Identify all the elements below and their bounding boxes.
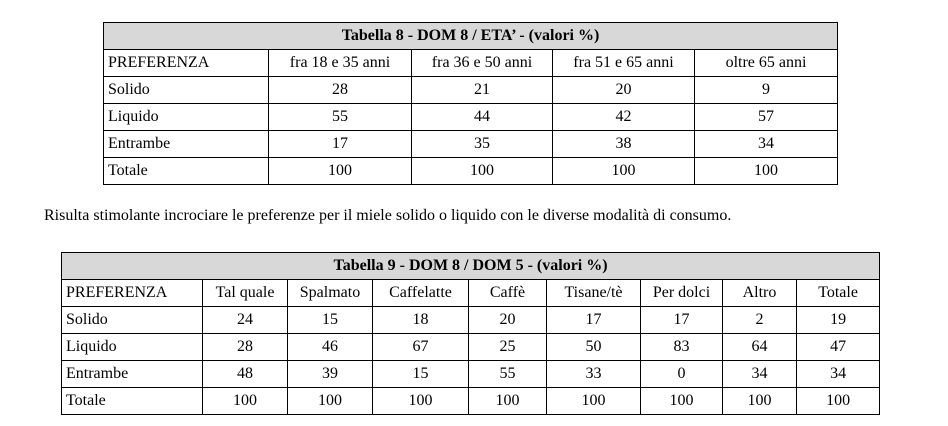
table-cell: 20: [553, 77, 695, 104]
table-cell: 55: [269, 104, 412, 131]
table-8-header-cell: fra 51 e 65 anni: [553, 50, 695, 77]
table-9-header-cell: Caffè: [469, 280, 547, 307]
table-cell: 46: [288, 334, 373, 361]
table-9-header-cell: PREFERENZA: [62, 280, 203, 307]
row-label: Solido: [104, 77, 269, 104]
table-cell: 0: [641, 361, 723, 388]
table-row: [104, 158, 838, 185]
table-cell: 100: [269, 158, 412, 185]
table-9-header-cell: Spalmato: [288, 280, 373, 307]
table-cell: 34: [723, 361, 797, 388]
table-cell: 15: [373, 361, 469, 388]
table-9-header-cell: Per dolci: [641, 280, 723, 307]
table-9-header-cell: Caffelatte: [373, 280, 469, 307]
table-cell: 20: [469, 307, 547, 334]
table-cell: 15: [288, 307, 373, 334]
table-cell: 21: [412, 77, 553, 104]
table-row: [104, 77, 838, 104]
table-cell: 25: [469, 334, 547, 361]
table-row: [62, 361, 880, 388]
table-cell: 44: [412, 104, 553, 131]
table-cell: 24: [203, 307, 288, 334]
table-cell: 17: [269, 131, 412, 158]
table-9: [61, 252, 880, 415]
table-cell: 2: [723, 307, 797, 334]
body-paragraph: Risulta stimolante incrociare le preferenze per il miele solido o liquido con le diverse modalità di consumo.: [44, 207, 732, 224]
table-9-header-cell: Totale: [797, 280, 880, 307]
row-label: Totale: [62, 388, 203, 415]
table-8-header-cell: oltre 65 anni: [695, 50, 838, 77]
table-cell: 34: [695, 131, 838, 158]
table-9-header-cell: Altro: [723, 280, 797, 307]
row-label: Entrambe: [62, 361, 203, 388]
table-cell: 100: [203, 388, 288, 415]
table-cell: 100: [373, 388, 469, 415]
table-cell: 100: [797, 388, 880, 415]
table-cell: 17: [547, 307, 641, 334]
table-cell: 100: [547, 388, 641, 415]
table-cell: 34: [797, 361, 880, 388]
table-cell: 9: [695, 77, 838, 104]
table-row: [62, 307, 880, 334]
table-cell: 33: [547, 361, 641, 388]
table-cell: 47: [797, 334, 880, 361]
table-cell: 83: [641, 334, 723, 361]
table-cell: 100: [723, 388, 797, 415]
table-cell: 48: [203, 361, 288, 388]
table-cell: 67: [373, 334, 469, 361]
table-row: [62, 388, 880, 415]
table-9-header-cell: Tal quale: [203, 280, 288, 307]
table-cell: 55: [469, 361, 547, 388]
table-cell: 100: [553, 158, 695, 185]
table-8-header-cell: fra 18 e 35 anni: [269, 50, 412, 77]
table-cell: 57: [695, 104, 838, 131]
table-cell: 100: [412, 158, 553, 185]
row-label: Totale: [104, 158, 269, 185]
table-8-header-cell: fra 36 e 50 anni: [412, 50, 553, 77]
table-cell: 100: [641, 388, 723, 415]
table-cell: 18: [373, 307, 469, 334]
table-row: [62, 334, 880, 361]
table-cell: 64: [723, 334, 797, 361]
row-label: Entrambe: [104, 131, 269, 158]
table-cell: 50: [547, 334, 641, 361]
table-cell: 39: [288, 361, 373, 388]
row-label: Solido: [62, 307, 203, 334]
table-9-header-cell: Tisane/tè: [547, 280, 641, 307]
table-cell: 38: [553, 131, 695, 158]
row-label: Liquido: [62, 334, 203, 361]
table-cell: 35: [412, 131, 553, 158]
table-row: [104, 131, 838, 158]
table-cell: 28: [203, 334, 288, 361]
table-8-header-cell: PREFERENZA: [104, 50, 269, 77]
table-cell: 17: [641, 307, 723, 334]
table-cell: 19: [797, 307, 880, 334]
table-row: [104, 104, 838, 131]
table-8: [103, 22, 838, 185]
table-cell: 28: [269, 77, 412, 104]
table-9-title: Tabella 9 - DOM 8 / DOM 5 - (valori %): [62, 253, 880, 280]
table-8-title: Tabella 8 - DOM 8 / ETA’ - (valori %): [104, 23, 838, 50]
table-cell: 100: [469, 388, 547, 415]
table-cell: 100: [288, 388, 373, 415]
table-cell: 42: [553, 104, 695, 131]
row-label: Liquido: [104, 104, 269, 131]
table-cell: 100: [695, 158, 838, 185]
